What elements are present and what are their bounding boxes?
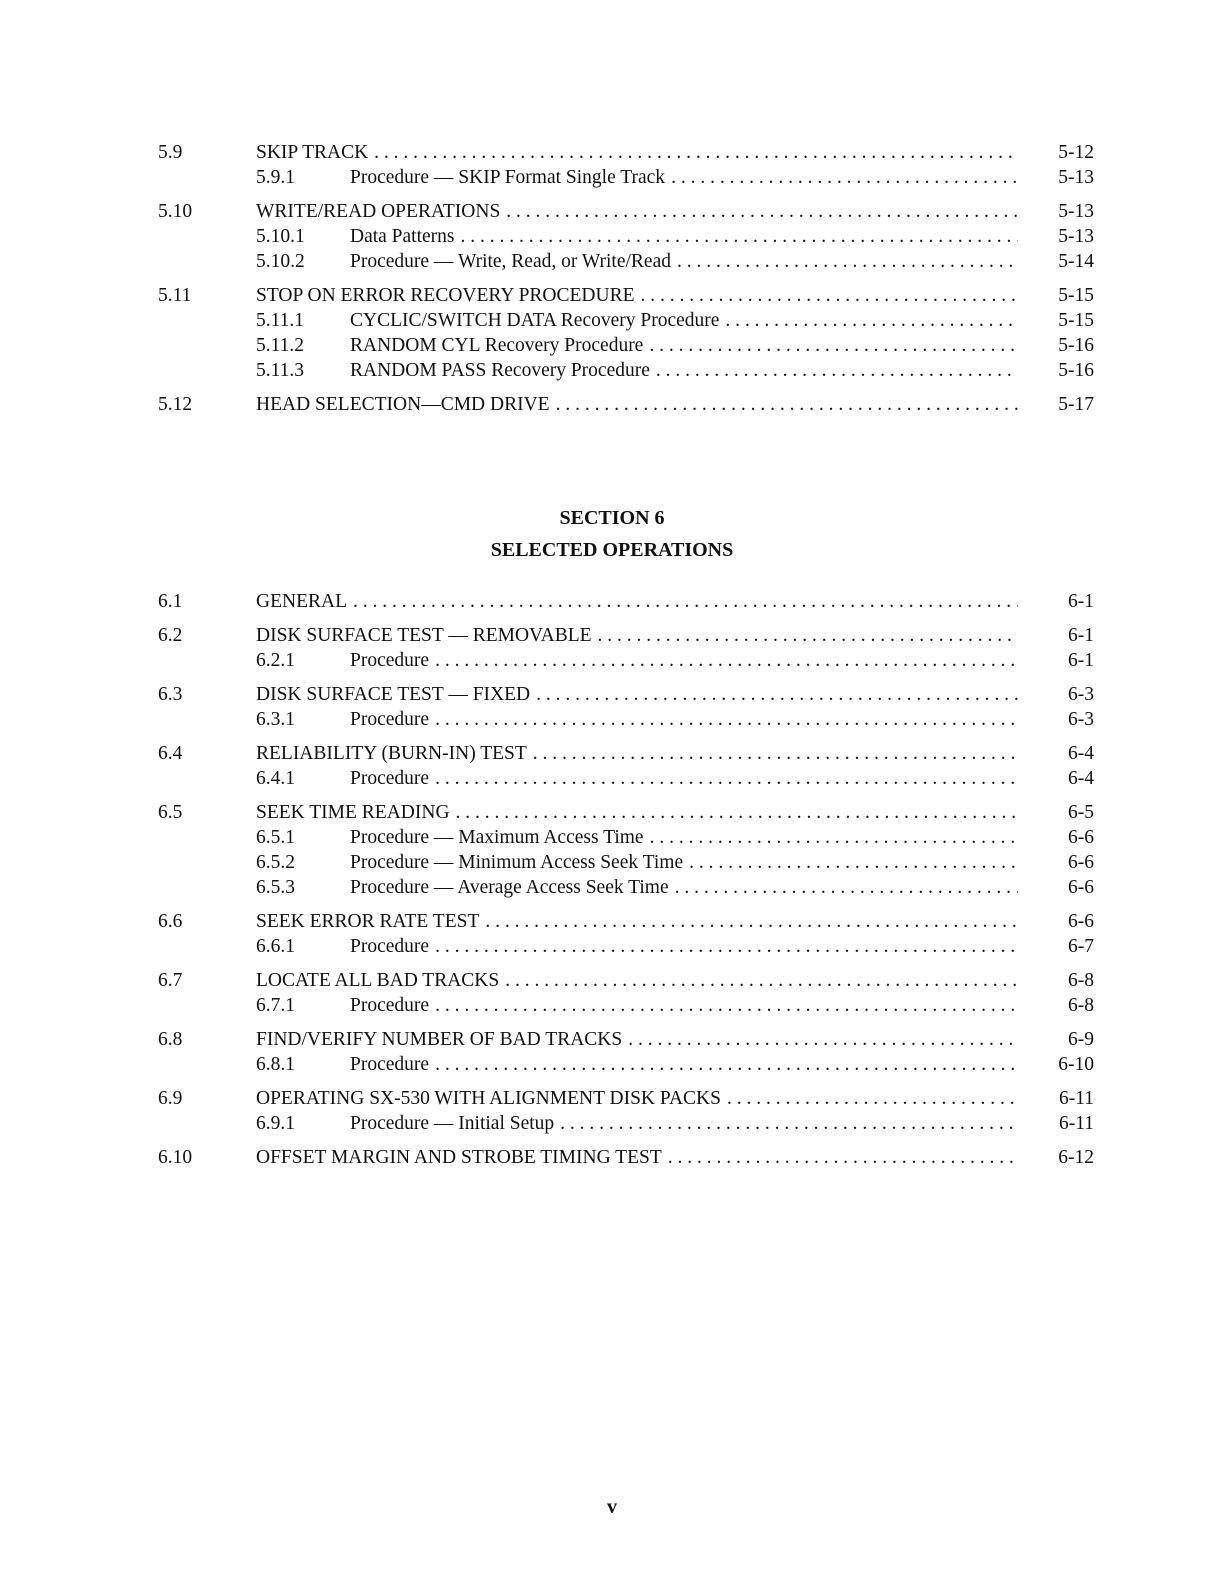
toc-subentry-title: CYCLIC/SWITCH DATA Recovery Procedure [350,310,720,331]
toc-entry-number: 6.3 [158,684,183,705]
toc-entry-title: STOP ON ERROR RECOVERY PROCEDURE [256,285,635,306]
toc-page-number: 6-11 [1018,1087,1094,1111]
toc-subentry [0,851,1224,875]
dot-leader [435,935,1094,959]
toc-page-number: 5-17 [1018,393,1094,417]
section-heading-title: SELECTED OPERATIONS [490,539,734,561]
toc-subentry-number: 6.2.1 [256,650,295,671]
toc-subentry [0,166,1224,190]
toc-subentry [0,994,1224,1018]
toc-page-number: 6-8 [1018,994,1094,1018]
toc-subentry [0,649,1224,673]
toc-subentry-title: Procedure — Minimum Access Seek Time [350,852,684,873]
toc-page-number: 6-4 [1018,767,1094,791]
toc-page-number: 6-1 [1018,590,1094,614]
toc-page-number: 6-4 [1018,742,1094,766]
dot-leader [435,708,1094,732]
toc-subentry-title: Procedure — Write, Read, or Write/Read [350,251,671,272]
toc-page-number: 5-14 [1018,250,1094,274]
toc-subentry-number: 5.11.3 [256,360,305,381]
toc-entry-title: FIND/VERIFY NUMBER OF BAD TRACKS [256,1029,623,1050]
toc-page-number: 6-6 [1018,910,1094,934]
page-folio: v [607,1496,617,1518]
dot-leader [505,969,1094,993]
toc-subentry-number: 6.5.1 [256,827,295,848]
toc-subentry-number: 5.11.2 [256,335,305,356]
toc-entry-title: SEEK TIME READING [256,802,450,823]
toc-entry-title: GENERAL [256,591,347,612]
toc-entry [0,624,1224,648]
toc-page-number: 5-16 [1018,334,1094,358]
toc-subentry-number: 6.5.2 [256,852,295,873]
toc-entry-number: 6.8 [158,1029,183,1050]
toc-subentry-number: 6.9.1 [256,1113,295,1134]
dot-leader [536,683,1094,707]
toc-page-number: 6-6 [1018,851,1094,875]
toc-subentry-title: Procedure — SKIP Format Single Track [350,167,666,188]
dot-leader [506,200,1094,224]
toc-subentry-number: 5.11.1 [256,310,305,331]
toc-subentry [0,935,1224,959]
toc-subentry [0,309,1224,333]
toc-subentry [0,876,1224,900]
toc-subentry-number: 5.9.1 [256,167,295,188]
toc-entry-title: WRITE/READ OPERATIONS [256,201,501,222]
toc-entry-number: 6.10 [158,1147,193,1168]
toc-page-number: 6-1 [1018,624,1094,648]
toc-entry-number: 5.11 [158,285,192,306]
toc-entry-title: OFFSET MARGIN AND STROBE TIMING TEST [256,1147,662,1168]
section-heading-number: SECTION 6 [559,507,665,529]
toc-entry [0,910,1224,934]
toc-subentry [0,826,1224,850]
dot-leader [435,767,1094,791]
toc-page-number: 6-6 [1018,876,1094,900]
toc-entry-title: DISK SURFACE TEST — REMOVABLE [256,625,592,646]
toc-entry-title: DISK SURFACE TEST — FIXED [256,684,531,705]
toc-page-number: 5-13 [1018,200,1094,224]
toc-subentry [0,359,1224,383]
toc-entry-number: 6.7 [158,970,183,991]
toc-subentry-title: Procedure [350,1054,430,1075]
dot-leader [435,649,1094,673]
toc-subentry-number: 6.4.1 [256,768,295,789]
dot-leader [374,141,1094,165]
toc-subentry [0,250,1224,274]
toc-subentry-title: Procedure [350,995,430,1016]
toc-entry-number: 6.9 [158,1088,183,1109]
toc-page-number: 5-16 [1018,359,1094,383]
toc-subentry [0,225,1224,249]
toc-subentry-title: Procedure [350,709,430,730]
toc-entry [0,141,1224,165]
toc-entry-number: 5.12 [158,394,193,415]
toc-entry-number: 6.4 [158,743,183,764]
toc-entry-number: 6.6 [158,911,183,932]
toc-page-number: 6-12 [1018,1146,1094,1170]
toc-entry-title: LOCATE ALL BAD TRACKS [256,970,500,991]
toc-entry-title: OPERATING SX-530 WITH ALIGNMENT DISK PACKS [256,1088,721,1109]
toc-entry-title: RELIABILITY (BURN-IN) TEST [256,743,527,764]
toc-entry-number: 5.10 [158,201,193,222]
toc-subentry-number: 5.10.2 [256,251,305,272]
toc-page-number: 5-13 [1018,225,1094,249]
toc-entry-title: SKIP TRACK [256,142,369,163]
dot-leader [353,590,1094,614]
toc-page-number: 5-12 [1018,141,1094,165]
toc-subentry-title: Procedure [350,936,430,957]
dot-leader [485,910,1094,934]
toc-entry [0,200,1224,224]
dot-leader [435,1053,1094,1077]
toc-page-number: 5-13 [1018,166,1094,190]
toc-entry-title: HEAD SELECTION—CMD DRIVE [256,394,550,415]
toc-subentry-title: Procedure — Initial Setup [350,1113,555,1134]
toc-subentry [0,1053,1224,1077]
toc-entry [0,284,1224,308]
toc-entry-number: 6.2 [158,625,183,646]
toc-subentry-number: 6.7.1 [256,995,295,1016]
toc-subentry [0,767,1224,791]
toc-entry-number: 6.5 [158,802,183,823]
toc-subentry [0,1112,1224,1136]
toc-subentry-title: Data Patterns [350,226,455,247]
toc-subentry-title: Procedure — Maximum Access Time [350,827,644,848]
toc-entry [0,1028,1224,1052]
toc-entry [0,683,1224,707]
toc-subentry [0,708,1224,732]
toc-page-number: 6-6 [1018,826,1094,850]
toc-entry [0,1146,1224,1170]
toc-page-number: 6-10 [1018,1053,1094,1077]
dot-leader [435,994,1094,1018]
dot-leader [556,393,1094,417]
toc-page-number: 6-7 [1018,935,1094,959]
toc-page-number: 5-15 [1018,309,1094,333]
toc-page-number: 5-15 [1018,284,1094,308]
toc-subentry-title: RANDOM CYL Recovery Procedure [350,335,644,356]
toc-subentry-title: Procedure [350,650,430,671]
toc-page-number: 6-5 [1018,801,1094,825]
toc-page-number: 6-9 [1018,1028,1094,1052]
toc-subentry-number: 6.5.3 [256,877,295,898]
toc-page-number: 6-3 [1018,683,1094,707]
toc-entry [0,742,1224,766]
dot-leader [533,742,1094,766]
dot-leader [560,1112,1094,1136]
toc-entry-title: SEEK ERROR RATE TEST [256,911,480,932]
toc-entry [0,801,1224,825]
toc-page-number: 6-11 [1018,1112,1094,1136]
toc-entry [0,590,1224,614]
toc-entry [0,393,1224,417]
toc-subentry-title: RANDOM PASS Recovery Procedure [350,360,650,381]
toc-subentry-number: 5.10.1 [256,226,305,247]
toc-page-number: 6-1 [1018,649,1094,673]
toc-subentry [0,334,1224,358]
toc-entry [0,1087,1224,1111]
toc-page-number: 6-8 [1018,969,1094,993]
toc-page-number: 6-3 [1018,708,1094,732]
toc-entry-number: 5.9 [158,142,183,163]
toc-subentry-number: 6.6.1 [256,936,295,957]
toc-entry-number: 6.1 [158,591,183,612]
toc-subentry-number: 6.3.1 [256,709,295,730]
toc-subentry-title: Procedure [350,768,430,789]
toc-subentry-title: Procedure — Average Access Seek Time [350,877,669,898]
dot-leader [461,225,1094,249]
toc-entry [0,969,1224,993]
toc-subentry-number: 6.8.1 [256,1054,295,1075]
dot-leader [456,801,1094,825]
